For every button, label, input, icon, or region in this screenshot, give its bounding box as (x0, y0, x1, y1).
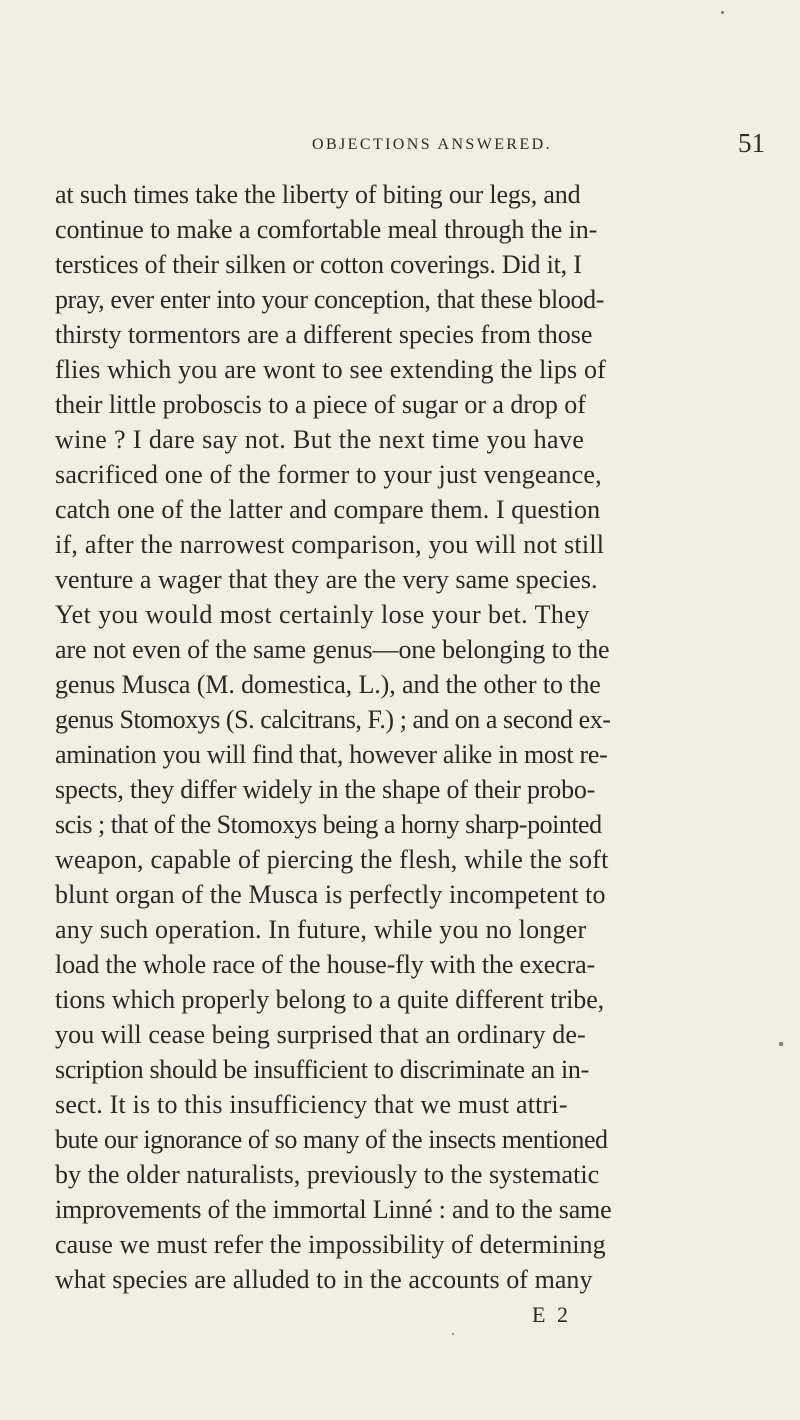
paper-speck (779, 1042, 783, 1046)
text-line: pray, ever enter into your conception, that these blood- (55, 285, 605, 314)
text-line: cause we must refer the impossibility of determining (55, 1230, 606, 1259)
text-line: flies which you are wont to see extending the lips of (55, 355, 606, 384)
text-line: if, after the narrowest comparison, you will not still (55, 530, 605, 559)
text-line: scription should be insufficient to discriminate an in- (55, 1055, 589, 1084)
text-line: their little proboscis to a piece of sugar or a drop of (55, 390, 586, 419)
text-line: you will cease being surprised that an ordinary de- (55, 1020, 586, 1049)
text-line: load the whole race of the house-fly with the execra- (55, 950, 595, 979)
text-line: genus Stomoxys (S. calcitrans, F.) ; and on a second ex- (55, 705, 611, 734)
text-line: any such operation. In future, while you no longer (55, 915, 587, 944)
text-line: by the older naturalists, previously to the systematic (55, 1160, 600, 1189)
text-line: thirsty tormentors are a different species from those (55, 320, 593, 349)
text-line: wine ? I dare say not. But the next time you have (55, 425, 585, 454)
text-line: at such times take the liberty of biting our legs, and (55, 180, 581, 209)
text-line: sect. It is to this insufficiency that we must attri- (55, 1090, 568, 1119)
text-line: Yet you would most certainly lose your bet. They (55, 600, 590, 629)
text-line: continue to make a comfortable meal through the in- (55, 215, 598, 244)
text-line: blunt organ of the Musca is perfectly incompetent to (55, 880, 606, 909)
running-title: OBJECTIONS ANSWERED. (312, 136, 553, 153)
text-line: genus Musca (M. domestica, L.), and the other to the (55, 670, 601, 699)
paper-speck (721, 11, 724, 14)
text-line: tions which properly belong to a quite different tribe, (55, 985, 605, 1014)
text-line: terstices of their silken or cotton coverings. Did it, I (55, 250, 582, 279)
text-line: weapon, capable of piercing the flesh, while the soft (55, 845, 609, 874)
page-number: 51 (738, 128, 765, 158)
signature-mark: E 2 (532, 1302, 571, 1327)
text-line: improvements of the immortal Linné : and to the same (55, 1195, 612, 1224)
text-line: spects, they differ widely in the shape of their probo- (55, 775, 596, 804)
text-line: what species are alluded to in the accounts of many (55, 1265, 593, 1294)
text-line: catch one of the latter and compare them. I question (55, 495, 601, 524)
text-line: sacrificed one of the former to your just vengeance, (55, 460, 602, 489)
text-line: venture a wager that they are the very same species. (55, 565, 598, 594)
text-line: bute our ignorance of so many of the insects mentioned (55, 1125, 608, 1154)
paper-speck (452, 1333, 454, 1335)
text-line: amination you will find that, however alike in most re- (55, 740, 608, 769)
text-line: scis ; that of the Stomoxys being a horny sharp-pointed (55, 810, 602, 839)
text-line: are not even of the same genus—one belonging to the (55, 635, 610, 664)
